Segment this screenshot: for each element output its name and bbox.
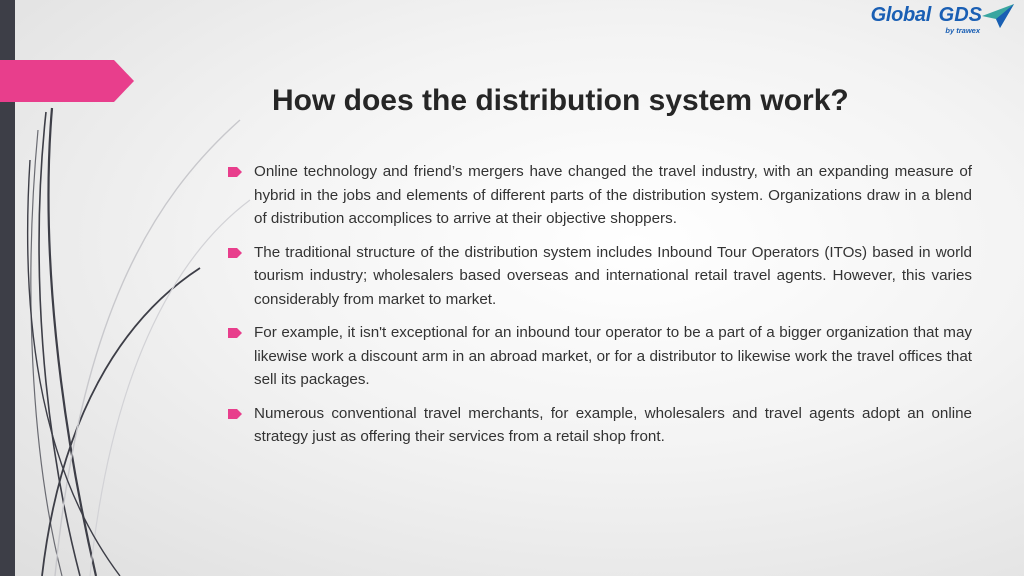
logo-brand-text: Global <box>870 4 931 26</box>
global-gds-logo <box>848 2 1018 36</box>
slide-title: How does the distribution system work? <box>272 84 849 117</box>
bullet-text: Numerous conventional travel merchants, for example, wholesalers and travel agents adopt an online strategy just as offering their services from a retail shop front. <box>254 404 972 445</box>
list-item <box>226 321 972 392</box>
bullet-list <box>226 160 972 459</box>
arrow-bullet-icon <box>228 328 242 338</box>
logo-tagline: by trawex <box>945 26 980 35</box>
arrow-bullet-icon <box>228 409 242 419</box>
arrow-bullet-icon <box>228 248 242 258</box>
logo-product-text: GDS <box>938 4 982 26</box>
paper-plane-icon <box>982 4 1014 28</box>
pink-accent-tab <box>0 60 134 102</box>
list-item <box>226 402 972 449</box>
arrow-bullet-icon <box>228 167 242 177</box>
list-item <box>226 160 972 231</box>
bullet-text: Online technology and friend’s mergers have changed the travel industry, with an expanding measure of hybrid in the jobs and elements of different parts of the distribution system. Organizations draw in a blend of distribution accomplices to arrive at their objective shoppers. <box>254 163 972 227</box>
bullet-text: The traditional structure of the distribution system includes Inbound Tour Operators (ITOs) based in world tourism industry; wholesalers based overseas and international retail travel agents. However, this varies considerably from market to market. <box>254 243 972 308</box>
list-item <box>226 241 972 312</box>
bullet-text: For example, it isn't exceptional for an inbound tour operator to be a part of a bigger organization that may likewise work a discount arm in an abroad market, or for a distributor to likewise work the travel offices that sell its packages. <box>254 324 972 388</box>
